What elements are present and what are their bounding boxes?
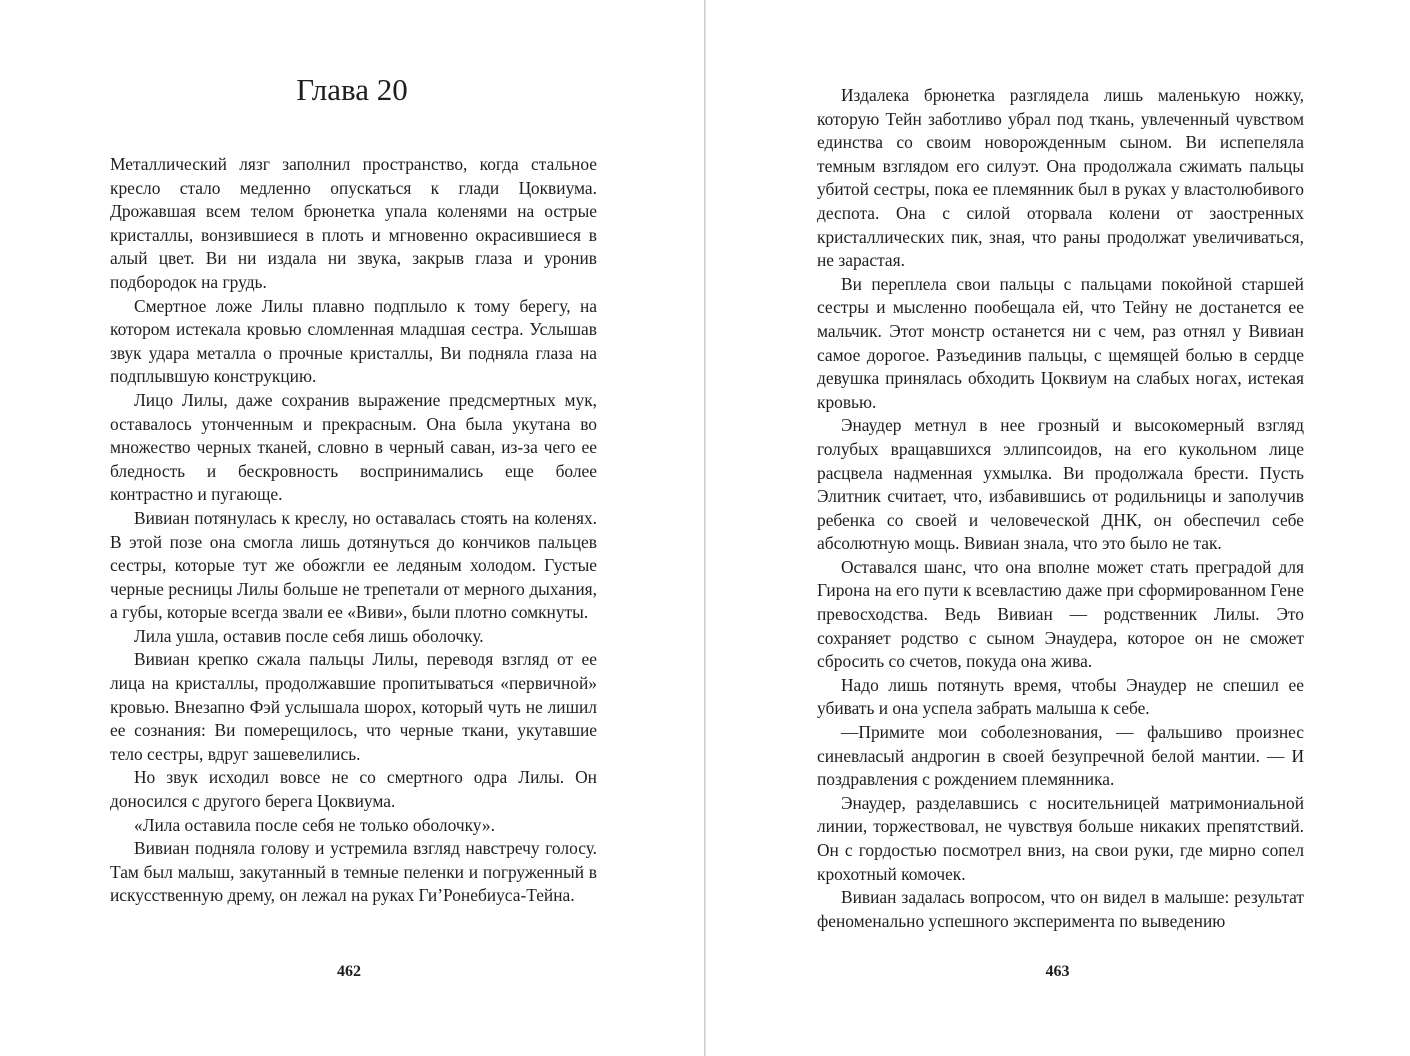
page-number-left	[0, 962, 701, 982]
right-page-text	[817, 84, 1304, 933]
paragraph: —Примите мои соболезнования, — фальшиво произнес синевласый андрогин в своей безупречной белой мантии. — И поздравления с рождением племянника.	[817, 722, 1304, 790]
paragraph: «Лила оставила после себя не только оболочку».	[134, 814, 495, 835]
paragraph: Вивиан потянулась к креслу, но оставалась стоять на коленях. В этой позе она смогла лишь дотянуться до кончиков пальцев сестры, которые тут же обожгли ее ледяным холодом. Густые черные ресницы Лилы больше не трепетали от мерного дыхания, а губы, которые всегда звали ее «Виви», были плотно сомкнуты.	[110, 507, 597, 623]
paragraph: Лила ушла, оставив после себя лишь оболочку.	[134, 625, 484, 646]
page-number-right	[706, 962, 1410, 982]
paragraph: Энаудер, разделавшись с носительницей матримониальной линии, торжествовал, не чувствуя больше никаких препятствий. Он с гордостью посмотрел вниз, на свои руки, где мирно сопел крохотный комочек.	[817, 792, 1304, 884]
left-page	[0, 0, 704, 1056]
paragraph: Смертное ложе Лилы плавно подплыло к тому берегу, на котором истекала кровью сломленная младшая сестра. Услышав звук удара металла о прочные кристаллы, Ви подняла глаза на подплывшую конструкцию.	[110, 295, 597, 387]
paragraph: Но звук исходил вовсе не со смертного одра Лилы. Он доносился с другого берега Цоквиума.	[110, 767, 597, 812]
paragraph: Металлический лязг заполнил пространство, когда стальное кресло стало медленно опускаться к глади Цоквиума. Дрожавшая всем телом брюнетка упала коленями на острые кристаллы, вонзившиеся в плоть и мгновенно окрасившиеся в алый цвет. Ви ни издала ни звука, закрыв глаза и уронив подбородок на грудь.	[110, 154, 597, 292]
paragraph: Оставался шанс, что она вполне может стать преградой для Гирона на его пути к всевластию даже при сформированном Гене превосходства. Ведь Вивиан — родственник Лилы. Это сохраняет родство с сыном Энаудера, которое он не сможет сбросить со счетов, покуда она жива.	[817, 556, 1304, 672]
chapter-title: Глава 20	[296, 72, 408, 107]
page-number-text: 463	[1045, 963, 1070, 980]
page-number-text: 462	[337, 963, 361, 980]
paragraph: Издалека брюнетка разглядела лишь маленькую ножку, которую Тейн заботливо убрал под ткань, увлеченный чувством единства со своим новорожденным сыном. Ви испепеляла темным взглядом его силуэт. Она продолжала сжимать пальцы убитой сестры, пока ее племянник был в руках у властолюбивого деспота. Она с силой оторвала колени от заостренных кристаллических пик, зная, что раны продолжат увеличиваться, не зарастая.	[817, 85, 1304, 271]
right-page	[706, 0, 1410, 1056]
left-page-text	[110, 153, 597, 908]
paragraph: Вивиан задалась вопросом, что он видел в малыше: результат феноменально успешного эксперимента по выведению	[817, 887, 1304, 931]
paragraph: Вивиан подняла голову и устремила взгляд навстречу голосу. Там был малыш, закутанный в темные пеленки и погруженный в искусственную дрему, он лежал на руках Ги’Ронебиуса-Тейна.	[110, 838, 597, 906]
paragraph: Ви переплела свои пальцы с пальцами покойной старшей сестры и мысленно пообещала ей, что Тейну не достанется ее мальчик. Этот монстр останется ни с чем, раз отнял у Вивиан самое дорогое. Разъединив пальцы, с щемящей болью в сердце девушка принялась обходить Цоквиум на слабых ногах, истекая кровью.	[817, 273, 1304, 412]
paragraph: Лицо Лилы, даже сохранив выражение предсмертных мук, оставалось утонченным и прекрасным. Она была укутана во множество черных тканей, словно в черный саван, из-за чего ее бледность и бескровность воспринимались еще более контрастно и пугающе.	[110, 389, 597, 505]
paragraph: Надо лишь потянуть время, чтобы Энаудер не спешил ее убивать и она успела забрать малыша к себе.	[817, 674, 1304, 719]
paragraph: Энаудер метнул в нее грозный и высокомерный взгляд голубых вращавшихся эллипсоидов, на его кукольном лице расцвела надменная ухмылка. Ви продолжала брести. Пусть Элитник считает, что, избавившись от родильницы и заполучив ребенка со своей и человеческой ДНК, он обеспечил себе абсолютную мощь. Вивиан знала, что это было не так.	[817, 415, 1304, 554]
paragraph: Вивиан крепко сжала пальцы Лилы, переводя взгляд от ее лица на кристаллы, продолжавшие пропитываться «первичной» кровью. Внезапно Фэй услышала шорох, который чуть не лишил ее сознания: Ви померещилось, что черные ткани, укутавшие тело сестры, вдруг зашевелились.	[110, 649, 597, 764]
